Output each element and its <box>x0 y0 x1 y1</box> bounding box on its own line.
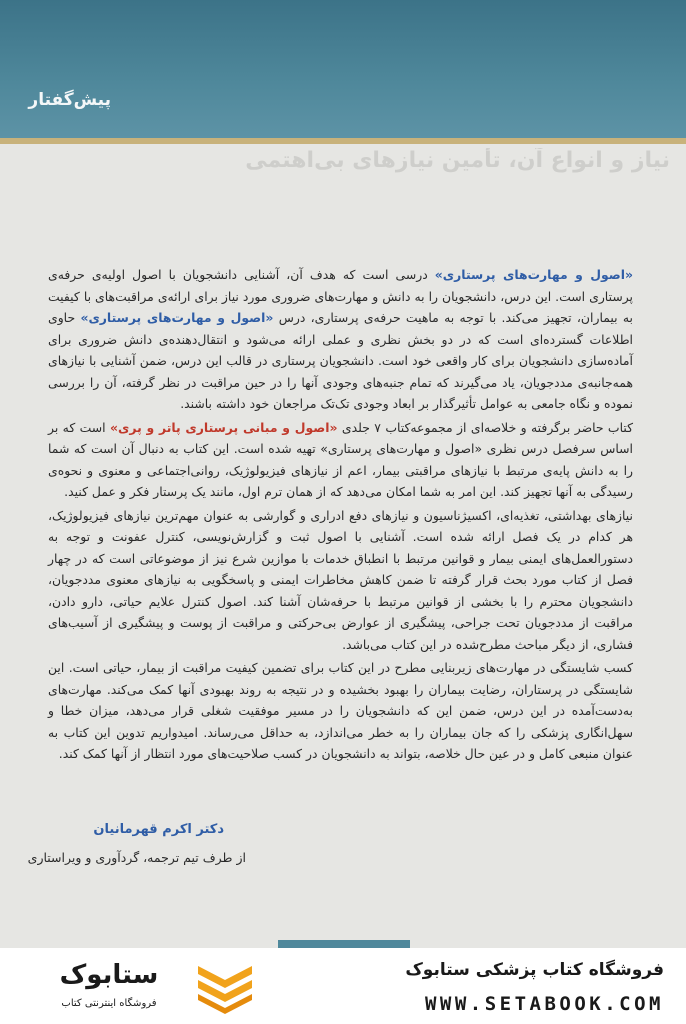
paragraph-3: نیازهای بهداشتی، تغذیه‌ای، اکسیژناسیون و نیازهای دفع ادراری و گوارشی به عنوان مهم‌ترین نیازهای فیزیولوژیک، هر کدام در یک فصل ارائه شده است. آشنایی با اصول ثبت و گزارش‌نویسی، کنترل عفونت و توجه به دستورالعمل‌های ایمنی بیمار و قوانین مرتبط با انطباق خدمات با موازین شرع نیز از موضوعاتی است که در چهار فصل از کتاب مورد بحث قرار گرفته تا ضمن کاهش مخاطرات ایمنی و پاسخگویی به نیازهای معنوی مددجویان، دانشجویان محترم را با بخشی از قوانین مرتبط با حرفه‌شان آشنا کند. اصول کنترل علایم حیاتی، دارو دادن، مراقبت از مددجویان تحت جراحی، پیشگیری از عوارض بی‌حرکتی و مراقبت از پوست و پیشگیری از آسیب‌های فشاری، از دیگر مباحث مطرح‌شده در این کتاب می‌باشد. <box>48 507 633 652</box>
paragraph-1 <box>48 264 633 415</box>
header-band <box>0 0 686 138</box>
author-role: از طرف تیم ترجمه، گردآوری و ویراستاری <box>27 850 246 865</box>
store-name: فروشگاه کتاب پزشکی ستابوک <box>405 960 664 980</box>
highlight-source-book: «اصول و مبانی پرستاری پاتر و پری» <box>110 419 338 435</box>
paragraph-text: حاوی اطلاعات گسترده‌ای است که در دو بخش نظری و عملی ارائه می‌شود و انتقال‌دهنده‌ی دانش ضروری برای آماده‌سازی دانشجویان برای کار واقعی خود است. دانشجویان پرستاری در قالب این درس، ضمن آشنایی با نیازهای همه‌جانبه‌ی مددجویان، یاد می‌گیرند که تمام جنبه‌های وجودی آنها را در حین مراقبت در نظر گرفته، آن را بررسی نموده و نگاه جامعی به عوامل تأثیرگذار بر ابعاد وجودی تک‌تک مراجعان خود داشته باشند. <box>48 310 633 411</box>
page-tab <box>278 940 410 948</box>
paragraph-2 <box>48 417 633 503</box>
store-logo[interactable] <box>34 958 264 1016</box>
footer-banner <box>0 948 686 1024</box>
paragraph-text: است که بر اساس سرفصل درس نظری «اصول و مهارت‌های پرستاری» تهیه شده است. این کتاب به دنبال آن است که شما را به دانش پایه‌ی مرتبط با نیازهای مراقبتی بیمار، اعم از نیازهای فیزیولوژیک، روانی‌اجتماعی و معنوی و نحوه‌ی رسیدگی به آنها تجهیز کند. این امر به شما امکان می‌دهد که از همان ترم اول، مانند یک پرستار فکر و عمل کنید. <box>48 419 633 499</box>
store-url[interactable]: WWW.SETABOOK.COM <box>424 993 664 1015</box>
paragraph-4: کسب شایستگی در مهارت‌های زیربنایی مطرح در این کتاب برای تضمین کیفیت مراقبت از بیمار، حیاتی است. این شایستگی در پرستاران، رضایت بیماران را بهبود بخشیده و در نتیجه به روند بهبودی آنها کمک می‌کند. مهارت‌های به‌دست‌آمده در این درس، ضمن این که دانشجویان را در مسیر موفقیت شغلی قرار می‌دهد، میزان خطا و سهل‌انگاری پزشکی را که جان بیماران را به خطر می‌اندازد، به حداقل می‌رساند. امیدواریم تدوین این کتاب به عنوان منبعی کامل و در عین حال خلاصه، بتواند به دانشجویان در کسب صلاحیت‌های مورد انتظار از آنها کمک کند. <box>48 660 633 761</box>
logo-tagline: فروشگاه اینترنتی کتاب <box>61 998 157 1009</box>
author-name: دکتر اکرم قهرمانیان <box>93 822 224 837</box>
paragraph-text: درسی است که هدف آن، آشنایی دانشجویان با اصول اولیه‌ی حرفه‌ی پرستاری است. این درس، دانشجویان را به دانش و مهارت‌های ضروری مورد نیاز برای ارائه‌ی مراقبت‌های با کیفیت به بیماران، تجهیز می‌کند. با توجه به ماهیت حرفه‌ی پرستاری، درس <box>48 267 633 325</box>
highlight-course-title: «اصول و مهارت‌های پرستاری» <box>80 310 274 325</box>
paragraph-text: کتاب حاضر برگرفته و خلاصه‌ای از مجموعه‌کتاب ۷ جلدی <box>337 419 633 435</box>
page-title: پیش‌گفتار <box>28 90 111 110</box>
highlight-course-title: «اصول و مهارت‌های پرستاری» <box>434 267 633 282</box>
book-stack-icon <box>194 960 256 1014</box>
preface-body <box>48 264 633 767</box>
bleed-through-heading: نیاز و انواع آن، تأمین نیازهای بی‌اهتمی <box>245 148 670 173</box>
logo-wordmark: ستابوک <box>59 960 159 990</box>
